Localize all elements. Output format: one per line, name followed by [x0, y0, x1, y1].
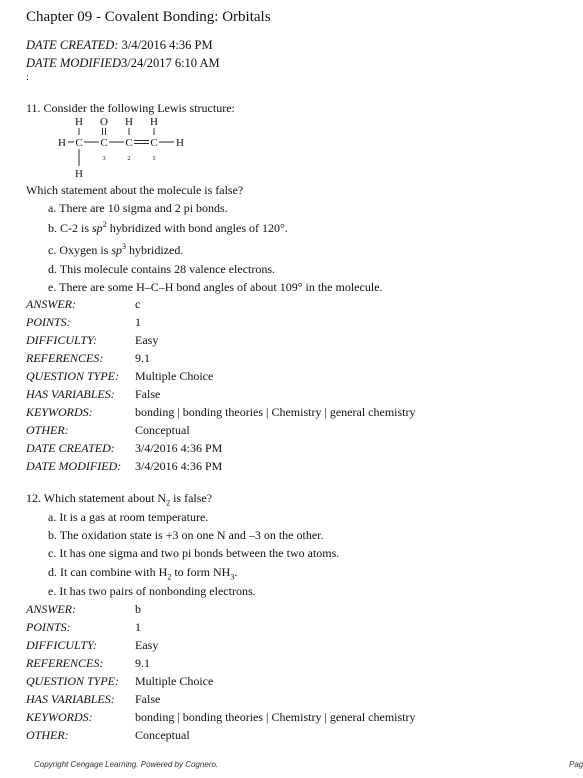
- document-page: Chapter 09 - Covalent Bonding: Orbitals DATE CREATED: 3/4/2016 4:36 PM DATE MODIFIED3/24/2017 6:10 AM : 11. Consider the following Lewis structure: H O H H H C C C C H H 3 2 1 Which statement about the molecule is false? a. There are 10 sigma and 2 pi bonds. b. C-2 is $sp^2$ hybridized with bond angles of 120°. c. Oxygen is $sp^3$ hybridized. d. This molecule contains 28 valence electrons. e. There are some H–C–H bond angles of about 109° in the molecule. ANSWER: c POINTS: 1 DIFFICULTY: Easy REFERENCES: 9.1 QUESTION TYPE: Multiple Choice HAS VARIABLES: False KEYWORDS: bonding | bonding theories | Chemistry | general chemistry OTHER: Conceptual DATE CREATED: 3/4/2016 4:36 PM DATE MODIFIED: 3/4/2016 4:36 PM 12. Which statement about $N_2$ is false? a. It is a gas at room temperature. b. The oxidation state is +3 on one N and –3 on the other. c. It has one sigma and two pi bonds between the two atoms. d. It can combine with $H_2$ to form $NH_3$. e. It has two pairs of nonbonding electrons. ANSWER: b POINTS: 1 DIFFICULTY: Easy REFERENCES: 9.1 QUESTION TYPE: Multiple Choice HAS VARIABLES: False KEYWORDS: bonding | bonding theories | Chemistry | general chemistry OTHER: Conceptual Copyright Cengage Learning. Powered by Cognero. Pag: [26, 9, 583, 769]
- lewis-structure: [56, 115, 206, 180]
- lewis-top-atom-3: H: [125, 116, 133, 128]
- lewis-chain-atom-6: H: [176, 137, 184, 149]
- footer-page-label: Pag: [569, 760, 583, 769]
- lewis-chain-atom-1: H: [58, 137, 66, 149]
- q11-stem: 11. Consider the following Lewis structure:: [26, 101, 235, 115]
- lewis-top-atom-2: O: [100, 116, 108, 128]
- q11-option-c: c. Oxygen is $sp^3$ hybridized.: [48, 242, 184, 257]
- footer-copyright: Copyright Cengage Learning. Powered by Cognero.: [34, 760, 219, 769]
- chapter-date-created: [26, 38, 213, 53]
- q12-option-d-letter: d.: [48, 565, 57, 579]
- date-created-label: DATE CREATED:: [26, 38, 119, 52]
- q12-option-d: d. It can combine with $H_2$ to form $NH_3$.: [48, 565, 238, 582]
- q11-option-e: e. There are some H–C–H bond angles of about 109° in the molecule.: [48, 280, 383, 294]
- q12-option-e: e. It has two pairs of nonbonding electrons.: [48, 584, 256, 598]
- chapter-title: Chapter 09 - Covalent Bonding: Orbitals: [26, 9, 271, 25]
- lewis-chain-atom-4: C: [125, 137, 133, 149]
- q12-option-b: b. The oxidation state is +3 on one N and –3 on the other.: [48, 528, 324, 542]
- date-modified-value: 3/24/2017 6:10 AM: [121, 56, 220, 70]
- q11-option-b: b. C-2 is $sp^2$ hybridized with bond angles of 120°.: [48, 220, 288, 235]
- carbon-number-1: 1: [152, 155, 156, 162]
- date-created-value: 3/4/2016 4:36 PM: [121, 38, 213, 52]
- q11-option-a: a. There are 10 sigma and 2 pi bonds.: [48, 201, 228, 215]
- lewis-chain-atom-5: C: [150, 137, 158, 149]
- q11-option-c-letter: c.: [48, 243, 57, 257]
- q11-option-b-letter: b.: [48, 221, 57, 235]
- q11-question: Which statement about the molecule is false?: [26, 183, 244, 197]
- lewis-top-atom-1: H: [75, 116, 83, 128]
- q11-option-d: d. This molecule contains 28 valence electrons.: [48, 262, 276, 276]
- q12-stem: 12. Which statement about $N_2$ is false?: [26, 491, 213, 508]
- date-modified-label: DATE MODIFIED: [26, 56, 122, 70]
- lewis-bonds: [68, 128, 174, 166]
- lewis-chain-atom-3: C: [100, 137, 108, 149]
- chapter-date-modified: [26, 56, 220, 71]
- q12-option-c: c. It has one sigma and two pi bonds between the two atoms.: [48, 546, 340, 560]
- lewis-chain-atom-2: C: [75, 137, 83, 149]
- lewis-top-atom-4: H: [150, 116, 158, 128]
- lewis-bottom-atom: H: [75, 168, 83, 180]
- q12-option-a: a. It is a gas at room temperature.: [48, 510, 209, 524]
- carbon-number-3: 3: [102, 155, 106, 162]
- colon-mark: :: [26, 72, 29, 83]
- carbon-number-2: 2: [127, 155, 131, 162]
